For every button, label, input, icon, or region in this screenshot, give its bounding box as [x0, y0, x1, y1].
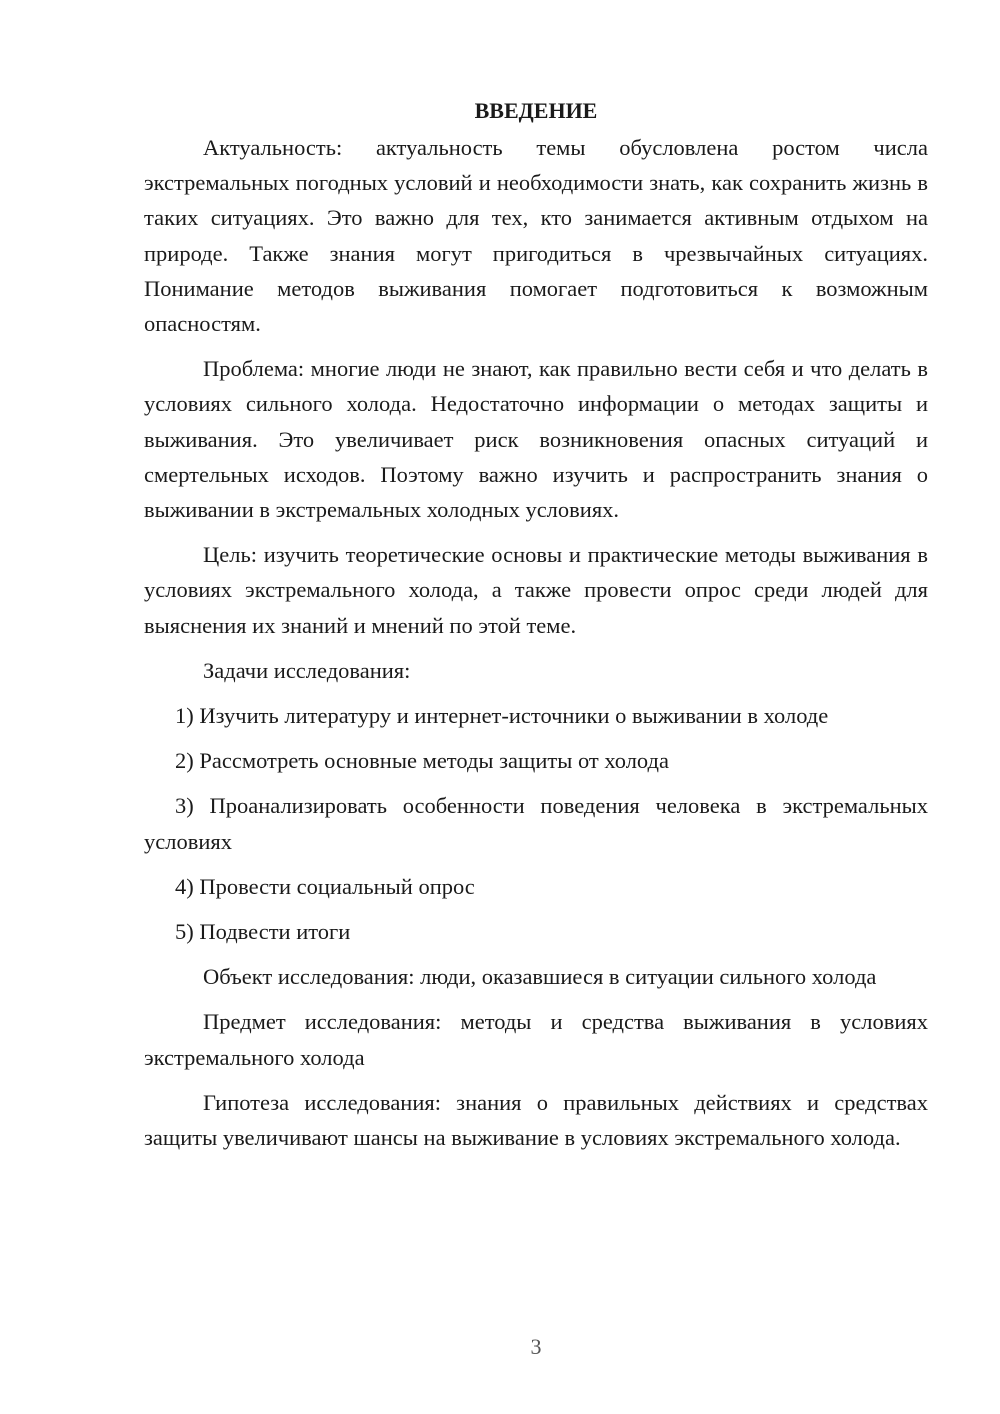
task-item-1: 1) Изучить литературу и интернет-источники о выживании в холоде: [175, 703, 829, 729]
page-number: 3: [530, 1334, 542, 1359]
problem-paragraph: Проблема: многие люди не знают, как правильно вести себя и что делать в условиях сильного холода. Недостаточно информации о методах защиты и выживания. Это увеличивает риск возникновения опасных ситуаций и смертельных исходов. Поэтому важно изучить и распространить знания о выживании в экстремальных холодных условиях.: [144, 356, 928, 523]
object-paragraph: Объект исследования: люди, оказавшиеся в ситуации сильного холода: [203, 964, 877, 990]
page-content: [144, 96, 928, 1165]
hypothesis-paragraph: Гипотеза исследования: знания о правильных действиях и средствах защиты увеличивают шансы на выживание в условиях экстремального холода.: [144, 1089, 928, 1151]
section-title: ВВЕДЕНИЕ: [474, 98, 598, 123]
task-item-4: 4) Провести социальный опрос: [175, 873, 475, 899]
goal-paragraph: Цель: изучить теоретические основы и практические методы выживания в условиях экстремального холода, а также провести опрос среди людей для выяснения их знаний и мнений по этой теме.: [144, 542, 928, 638]
tasks-heading: Задачи исследования:: [203, 657, 411, 683]
task-item-3: 3) Проанализировать особенности поведения человека в экстремальных условиях: [144, 793, 928, 854]
task-item-2: 2) Рассмотреть основные методы защиты от холода: [175, 748, 669, 774]
task-item-5: 5) Подвести итоги: [175, 919, 351, 945]
subject-paragraph: Предмет исследования: методы и средства выживания в условиях экстремального холода: [144, 1009, 928, 1070]
relevance-paragraph: Актуальность: актуальность темы обусловлена ростом числа экстремальных погодных условий и необходимости знать, как сохранить жизнь в таких ситуациях. Это важно для тех, кто занимается активным отдыхом на природе. Также знания могут пригодиться в чрезвычайных ситуациях. Понимание методов выживания помогает подготовиться к возможным опасностям.: [144, 135, 928, 337]
